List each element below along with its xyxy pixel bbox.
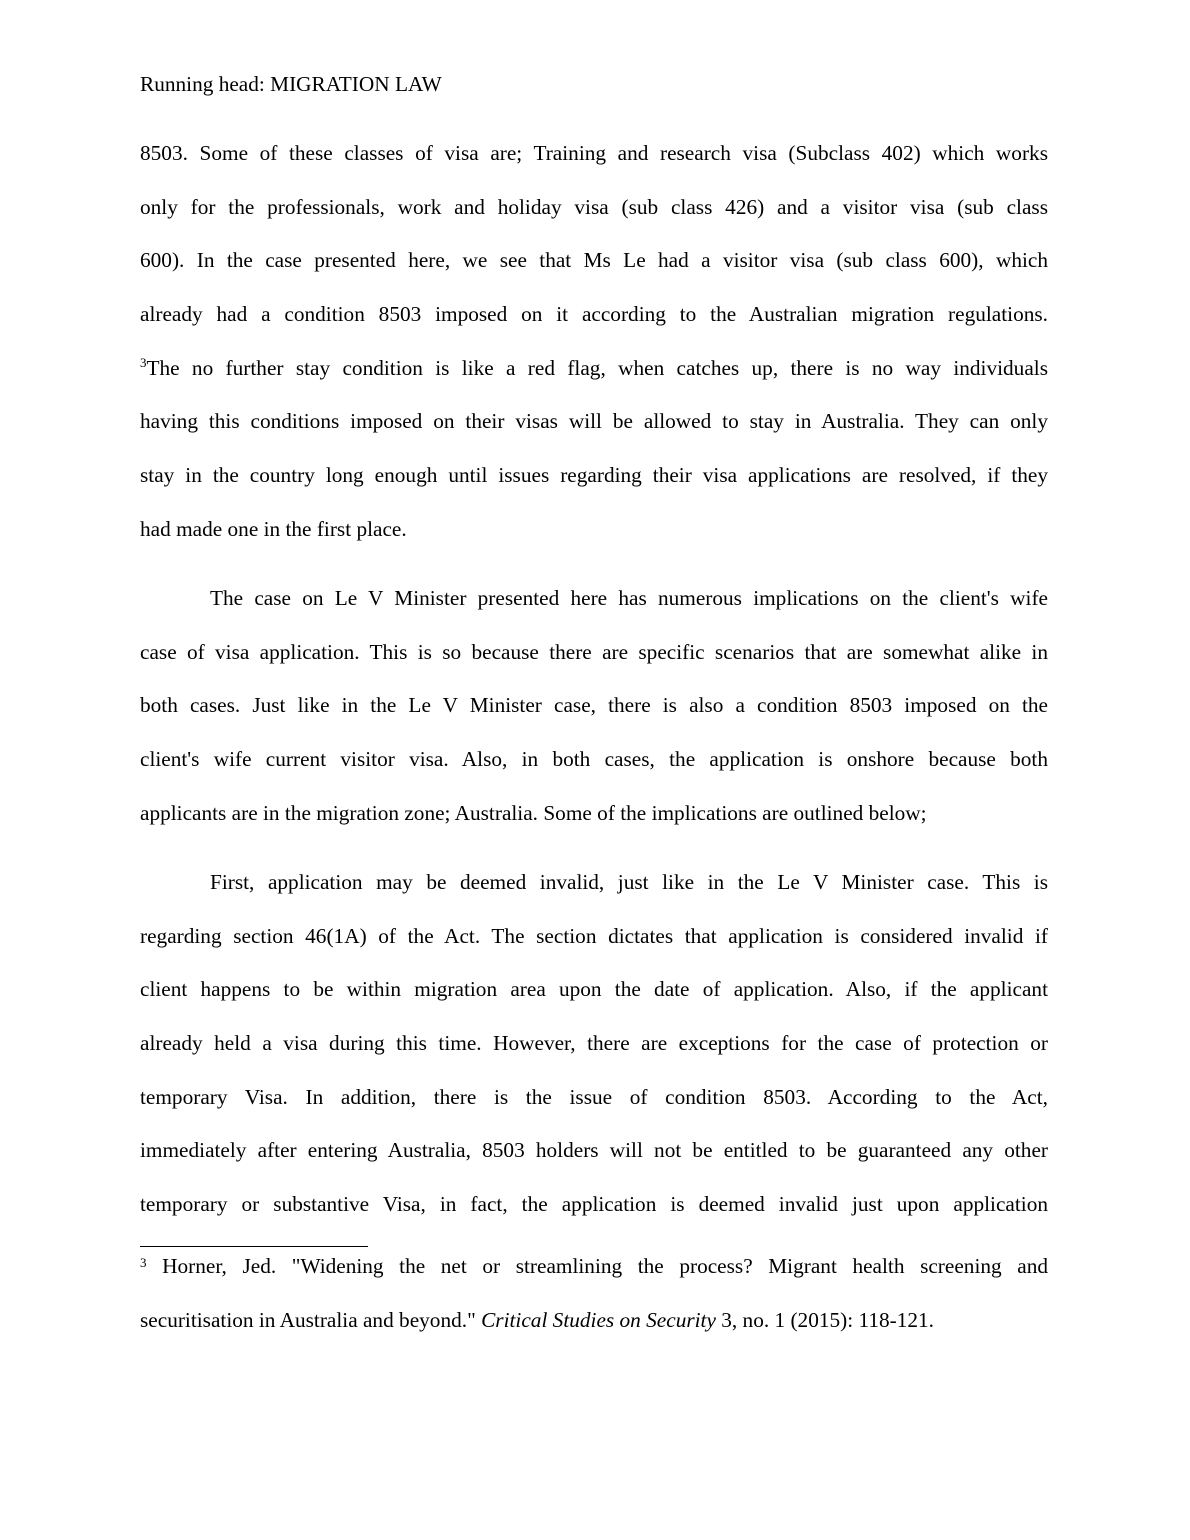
paragraph-1-line-1: 8503. Some of these classes of visa are; Training and research visa (Subclass 402) which works [140,141,1048,165]
paragraph-3 [140,856,1048,1232]
paragraph-1-line-6: having this conditions imposed on their visas will be allowed to stay in Australia. They can only [140,409,1048,434]
footnote [140,1240,1048,1347]
paragraph-1-line-5 [140,342,1048,396]
paragraph-3-line-5: temporary Visa. In addition, there is the issue of condition 8503. According to the Act, [140,1084,1048,1109]
footnote-line-1 [140,1240,1048,1294]
paragraph-1-line-4: already had a condition 8503 imposed on it according to the Australian migration regulations. [140,302,1048,327]
footnote-line-1-text: Horner, Jed. "Widening the net or streamlining the process? Migrant health screening and [162,1254,1048,1278]
paragraph-1-line-3: 600). In the case presented here, we see that Ms Le had a visitor visa (sub class 600), which [140,248,1048,273]
paragraph-1-line-5-text: The no further stay condition is like a red flag, when catches up, there is no way individuals [146,355,1048,380]
paragraph-3-line-1: First, application may be deemed invalid, just like in the Le V Minister case. This is [210,870,1048,894]
footnote-number: 3 [140,1255,147,1270]
paragraph-3-line-4: already held a visa during this time. However, there are exceptions for the case of protection or [140,1031,1048,1056]
footnote-line-2 [140,1294,1048,1348]
paragraph-3-line-7: temporary or substantive Visa, in fact, the application is deemed invalid just upon application [140,1192,1048,1217]
paragraph-2-line-5: applicants are in the migration zone; Australia. Some of the implications are outlined below; [140,800,927,825]
paragraph-2-line-2: case of visa application. This is so because there are specific scenarios that are somewhat alike in [140,639,1048,664]
paragraph-2-line-1: The case on Le V Minister presented here has numerous implications on the client's wife [210,586,1048,610]
paragraph-3-line-6: immediately after entering Australia, 8503 holders will not be entitled to be guaranteed any other [140,1138,1048,1163]
paragraph-3-line-3: client happens to be within migration area upon the date of application. Also, if the applicant [140,977,1048,1002]
paragraph-1-line-2: only for the professionals, work and holiday visa (sub class 426) and a visitor visa (sub class [140,194,1048,219]
paragraph-2-line-3: both cases. Just like in the Le V Minister case, there is also a condition 8503 imposed on the [140,693,1048,718]
paragraph-3-line-2: regarding section 46(1A) of the Act. The section dictates that application is considered invalid if [140,923,1048,948]
paragraph-2-line-4: client's wife current visitor visa. Also, in both cases, the application is onshore because both [140,747,1048,772]
paragraph-2 [140,572,1048,840]
paragraph-1 [140,127,1048,557]
footnote-journal-title: Critical Studies on Security [481,1307,716,1332]
paragraph-1-line-8: had made one in the first place. [140,516,407,541]
running-head: Running head: MIGRATION LAW [140,72,442,96]
paragraph-1-line-7: stay in the country long enough until issues regarding their visa applications are resolved, if they [140,463,1048,488]
footnote-citation-end: 3, no. 1 (2015): 118-121. [715,1307,934,1332]
footnote-citation-start: securitisation in Australia and beyond." [140,1307,482,1332]
footnote-reference[interactable]: 3 [140,354,147,370]
